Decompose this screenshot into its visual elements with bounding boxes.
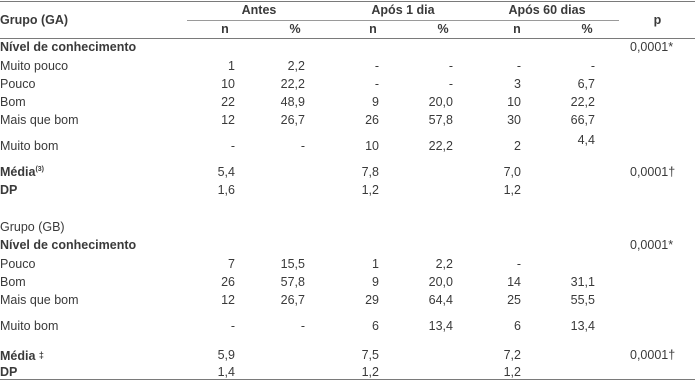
pct-header: % <box>289 22 301 36</box>
gb-mean-antes: 5,9 <box>217 348 235 362</box>
gb-sd-antes: 1,4 <box>217 365 235 379</box>
cell-percent: - <box>300 139 305 153</box>
ga-p-value: 0,0001* <box>630 40 674 54</box>
cell-n: 25 <box>507 293 521 307</box>
gb-sd-60dias: 1,2 <box>503 365 521 379</box>
cell-n: 3 <box>514 77 521 91</box>
ga-sd-60dias: 1,2 <box>503 183 521 197</box>
cell-n: 30 <box>507 113 521 127</box>
cell-percent: 66,7 <box>570 113 595 127</box>
cell-percent: 22,2 <box>280 77 305 91</box>
cell-percent: - <box>448 59 453 73</box>
n-header: n <box>221 22 229 36</box>
group-column-header: Grupo (GA) <box>0 13 69 27</box>
pct-header: % <box>581 22 593 36</box>
top-rule <box>0 1 695 2</box>
row-label: Mais que bom <box>0 113 79 127</box>
ga-sd-label: DP <box>0 183 18 197</box>
gb-mean-60dias: 7,2 <box>503 348 521 362</box>
ga-sd-1dia: 1,2 <box>361 183 379 197</box>
gb-sd-1dia: 1,2 <box>361 365 379 379</box>
cell-n: 26 <box>221 275 235 289</box>
gb-group-title: Grupo (GB) <box>0 220 65 234</box>
gb-section-title: Nível de conhecimento <box>0 238 137 252</box>
cell-percent: 31,1 <box>570 275 595 289</box>
cell-n: 10 <box>221 77 235 91</box>
row-label: Muito pouco <box>0 59 69 73</box>
cell-percent: 64,4 <box>428 293 453 307</box>
cell-n: 10 <box>507 95 521 109</box>
pct-header: % <box>437 22 449 36</box>
cell-n: - <box>230 319 235 333</box>
footnote-mark: (3) <box>35 166 44 173</box>
ga-mean-p-value: 0,0001† <box>630 165 676 179</box>
cell-n: 10 <box>365 139 379 153</box>
row-label: Pouco <box>0 77 36 91</box>
row-label: Pouco <box>0 257 36 271</box>
cell-n: 1 <box>228 59 235 73</box>
cell-percent: 20,0 <box>428 275 453 289</box>
cell-n: 9 <box>372 95 379 109</box>
cell-percent: 57,8 <box>280 275 305 289</box>
row-label: Bom <box>0 275 26 289</box>
gb-mean-1dia: 7,5 <box>361 348 379 362</box>
cell-n: - <box>516 257 521 271</box>
period-header-60dias: Após 60 dias <box>508 3 586 17</box>
footnote-mark: ‡ <box>38 350 44 360</box>
cell-percent: 20,0 <box>428 95 453 109</box>
row-label: Muito bom <box>0 319 59 333</box>
cell-n: 22 <box>221 95 235 109</box>
header-bottom-rule <box>0 38 695 39</box>
cell-n: 7 <box>228 257 235 271</box>
cell-n: 12 <box>221 113 235 127</box>
cell-n: 9 <box>372 275 379 289</box>
gb-mean-label: Média ‡ <box>0 349 44 363</box>
cell-percent: 15,5 <box>280 257 305 271</box>
n-header: n <box>369 22 377 36</box>
cell-n: 6 <box>372 319 379 333</box>
ga-mean-1dia: 7,8 <box>361 165 379 179</box>
row-label: Muito bom <box>0 139 59 153</box>
gb-sd-label: DP <box>0 365 18 379</box>
ga-sd-antes: 1,6 <box>217 183 235 197</box>
ga-mean-60dias: 7,0 <box>503 165 521 179</box>
cell-n: - <box>374 59 379 73</box>
row-label: Mais que bom <box>0 293 79 307</box>
cell-percent: 2,2 <box>287 59 305 73</box>
row-label: Bom <box>0 95 26 109</box>
cell-percent: 4,4 <box>577 133 595 147</box>
cell-n: 2 <box>514 139 521 153</box>
n-header: n <box>513 22 521 36</box>
cell-percent: 55,5 <box>570 293 595 307</box>
cell-n: 14 <box>507 275 521 289</box>
cell-percent: 6,7 <box>577 77 595 91</box>
cell-percent: - <box>448 77 453 91</box>
gb-mean-p-value: 0,0001† <box>630 348 676 362</box>
cell-n: - <box>516 59 521 73</box>
cell-percent: 22,2 <box>570 95 595 109</box>
cell-percent: 26,7 <box>280 293 305 307</box>
cell-n: - <box>374 77 379 91</box>
cell-percent: 13,4 <box>570 319 595 333</box>
ga-section-title: Nível de conhecimento <box>0 40 137 54</box>
gb-p-value: 0,0001* <box>630 238 674 252</box>
cell-n: 1 <box>372 257 379 271</box>
ga-mean-antes: 5,4 <box>217 165 235 179</box>
cell-percent: - <box>300 319 305 333</box>
cell-percent: 26,7 <box>280 113 305 127</box>
cell-n: - <box>230 139 235 153</box>
period-underline <box>187 20 619 21</box>
cell-percent: 57,8 <box>428 113 453 127</box>
period-header-antes: Antes <box>241 3 277 17</box>
ga-mean-label: Média$^{(3)}$ <box>0 165 44 179</box>
p-column-header: p <box>653 13 662 27</box>
cell-percent: 48,9 <box>280 95 305 109</box>
cell-n: 26 <box>365 113 379 127</box>
cell-percent: 22,2 <box>428 139 453 153</box>
cell-n: 6 <box>514 319 521 333</box>
cell-n: 29 <box>365 293 379 307</box>
cell-n: 12 <box>221 293 235 307</box>
period-header-1dia: Após 1 dia <box>371 3 435 17</box>
cell-percent: 2,2 <box>435 257 453 271</box>
cell-percent: - <box>590 59 595 73</box>
cell-percent: 13,4 <box>428 319 453 333</box>
